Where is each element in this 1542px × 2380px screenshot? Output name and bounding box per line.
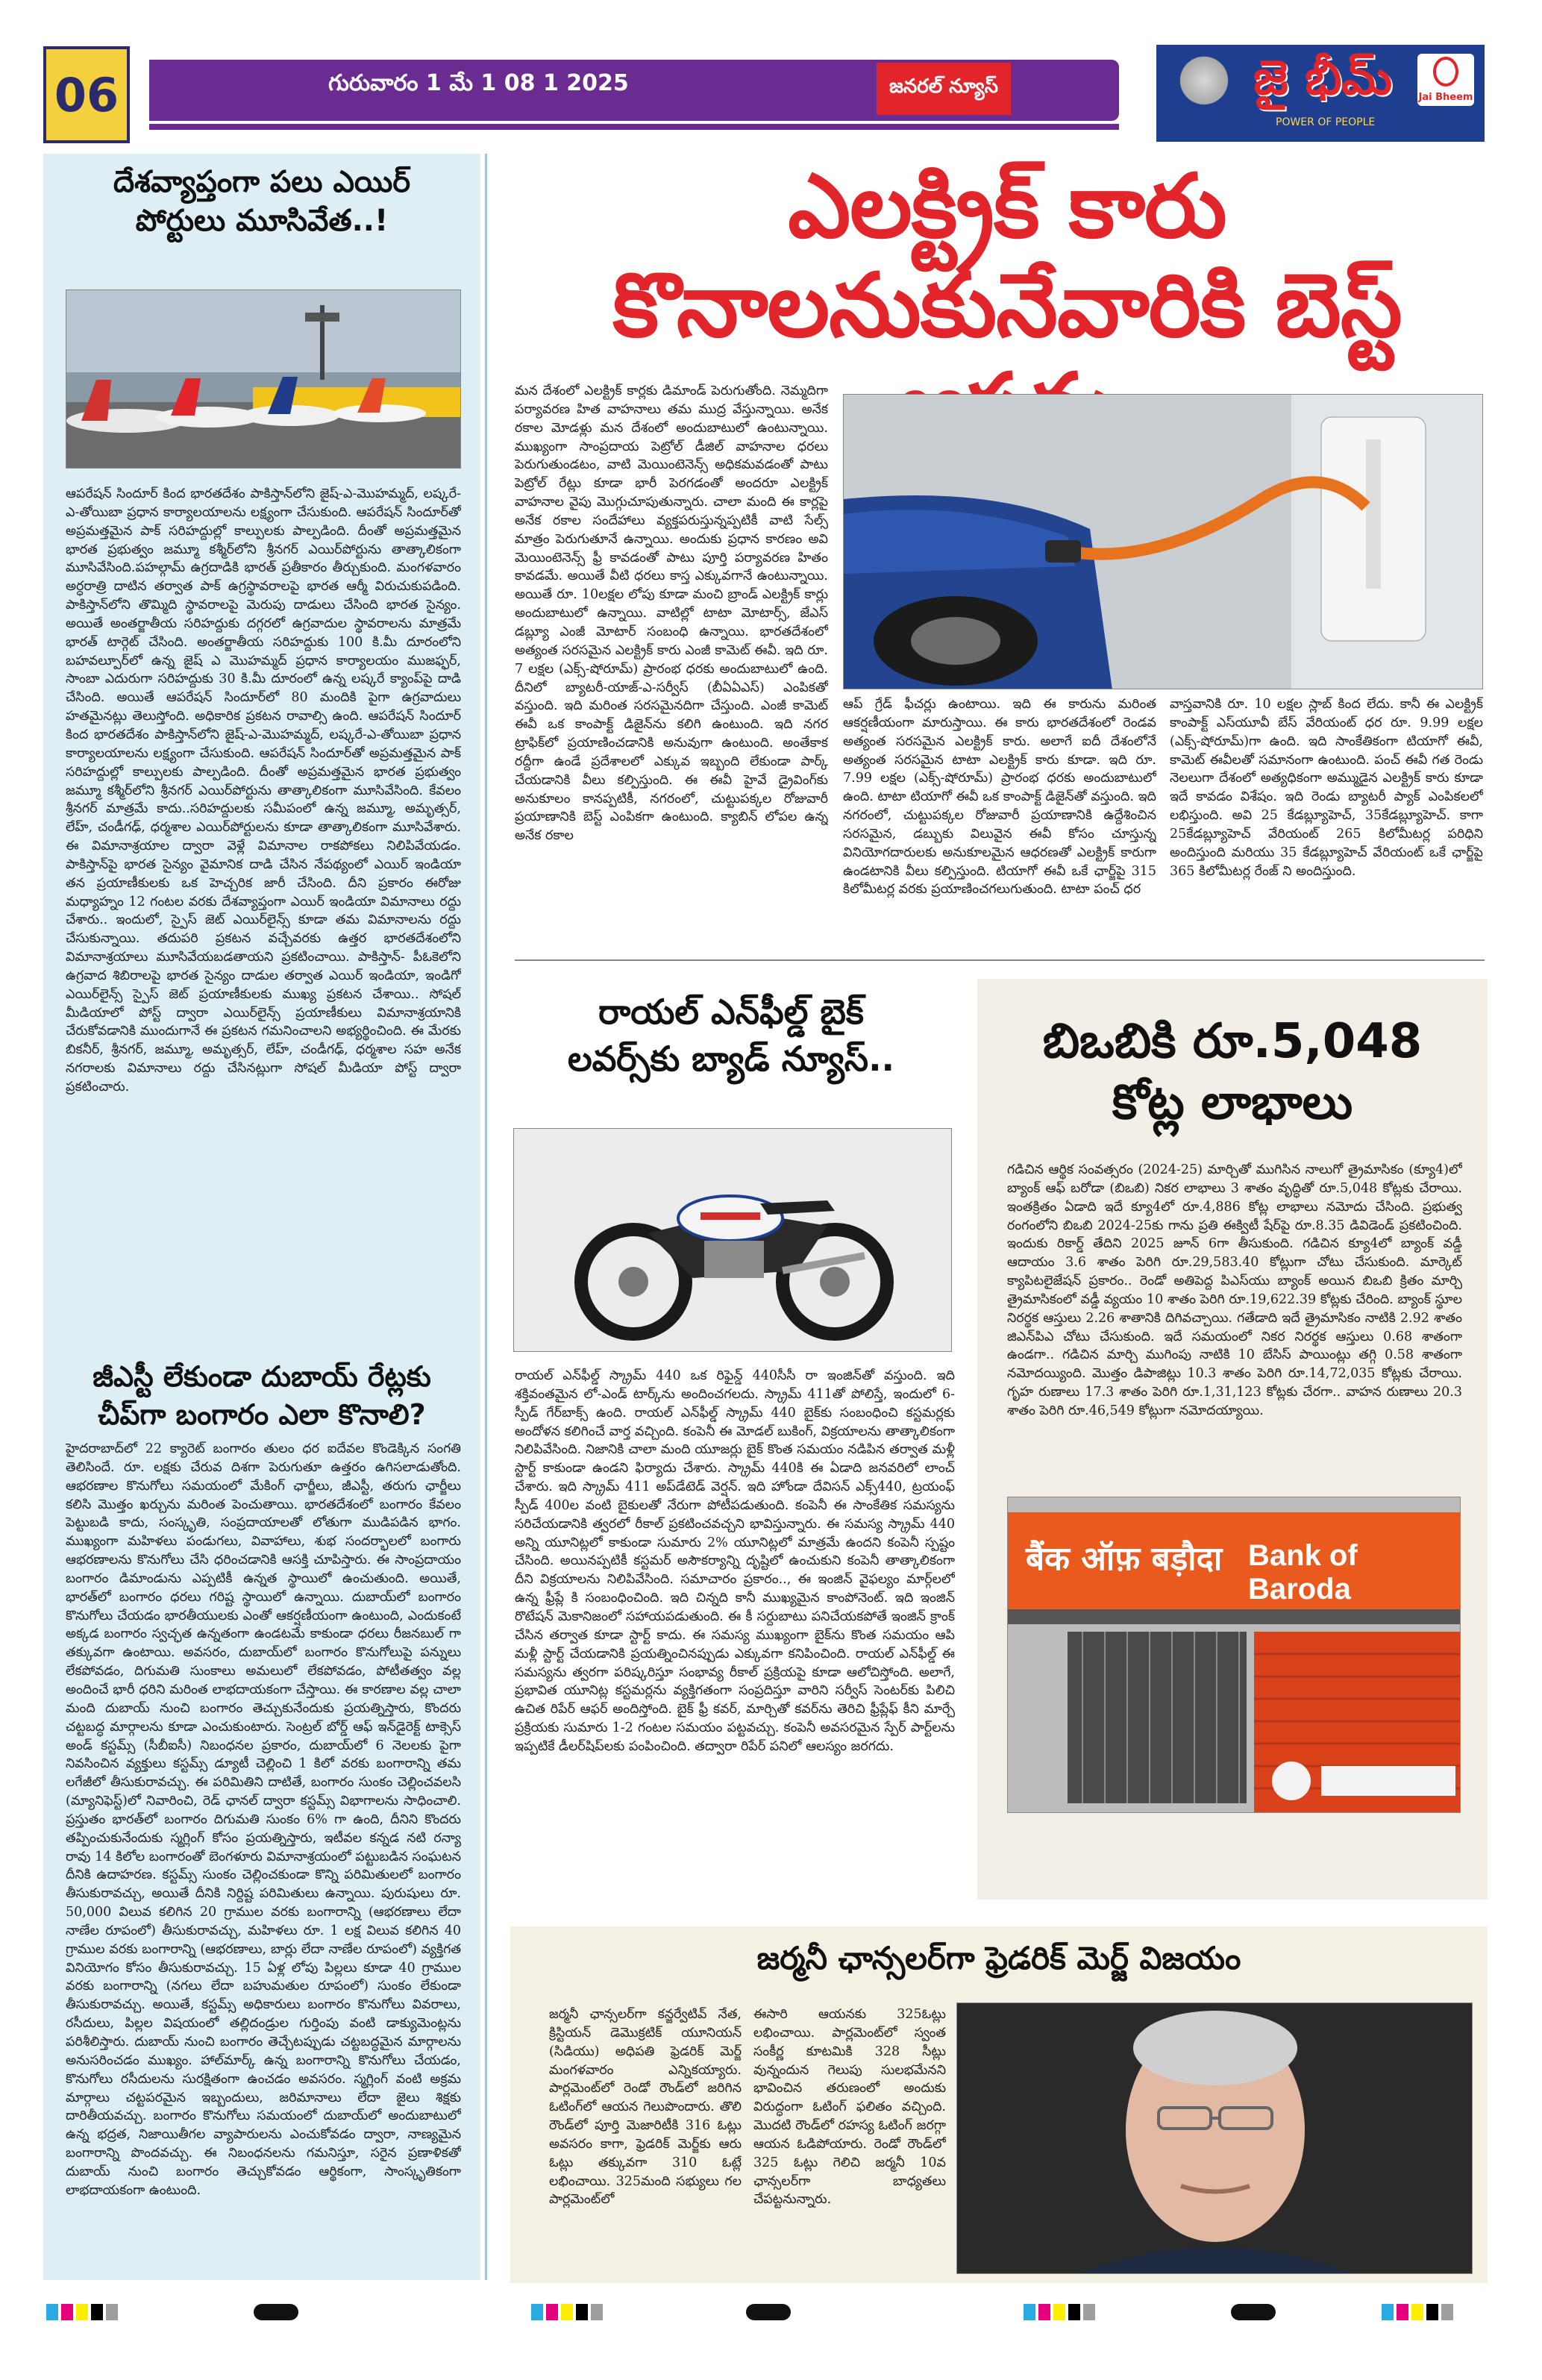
ev-body-col2: ఆప్ గ్రేడ్ ఫీచర్లు ఉంటాయి. ఇది ఈ కారును మరింత ఆకర్షణీయంగా మారుస్తాయి. ఈ కారు భారతదేశంలో రెండవ అత్యంత సరసమైన ఎలక్ట్రిక్ కారు. అలాగే ఐదీ దేశంలోనే అత్యంత సరసమైన టాటా ఎలక్ట్రిక్ కారు కూడా. ఇది రూ. 7.99 లక్షల (ఎక్స్-షోరూమ్) ప్రారంభ ధరకు అందుబాటులో ఉంది. టాటా టియాగో ఈవీ ఒక కాంపాక్ట్ డిజైన్‌తో వస్తుంది. ఇది నగరంలో, చుట్టుపక్కల రోజువారీ ప్రయాణానికి ఉద్దేశించిన సరసమైన, డబ్బుకు విలువైన ఈవీ కోసం చూస్తున్న వినియోగదారులకు అనుకూలమైన ఆధరణతో ఎలక్ట్రిక్ కారుగా ఉండటానికి వీలు కల్పిస్తుంది. టియాగో ఈవీ ఒకే ఛార్జ్‌పై 315 కిలోమీటర్ల వరకు ప్రయాణించగలుగుతుంది. టాటా పంచ్ ధర xyxy=(843,697,1156,898)
date-bar-underline xyxy=(149,124,1119,130)
gold-body: హైదరాబాద్‌లో 22 క్యారెట్ బంగారం తులం ధర ఐదేవల కొండెక్కిన సంగతి తెలిసిందే. రూ. లక్షకు చేరువ దిశగా పెరుగుతూ ఉత్తరం ఉగిసలాడుతోంది. ఆభరణాల కొనుగోలు సమయంలో మేకింగ్ ఛార్జీలు, జీఎస్టీ, తరుగు ఛార్జీలు కలిసి మొత్తం ఖర్చును మరింత పెంచుతాయి. భారతదేశంలో బంగారం కేవలం పెట్టుబడి కాదు, సంస్కృతి, సంప్రదాయాలతో లోతుగా ముడిపడిన భాగం. ముఖ్యంగా మహిళలు పండుగలు, వివాహాలు, శుభ సందర్భాలలో బంగారు ఆభరణాలను కొనుగోలు చేసి ధరించడానికి ఆసక్తి చూపిస్తారు. ఈ సాంప్రదాయం బంగారం డిమాండును ఎప్పటికీ ఉన్నత స్థాయిలో ఉంచుతుంది. అయితే, భారత్‌లో బంగారం ధరలు గరిష్ట స్థాయిలో ఉన్నాయి. దుబాయ్‌లో బంగారం కొనుగోలు చేయడం భారతీయులకు ఎంతో ఆకర్షణీయంగా ఉంటుంది, ఎందుకంటే అక్కడ బంగారం స్వచ్ఛత ఉన్నతంగా ఉండటమే కాకుండా ధరలు రీజనబుల్ గా తక్కువగా ఉంటాయి. అవసరం, దుబాయ్‌లో బంగారం కొనుగోలుపై పన్నులు లేకపోవడం, దిగుమతి సుంకాలు అమలులో లేకపోవడం, పోటీతత్వం వల్ల అందించే భారీ ధరిని మరింత లాభదాయకంగా చేస్తాయి. ఈ కారణాల వల్ల చాలా మంది దుబాయ్ నుంచి బంగారం తెచ్చుకునేందుకు ప్రయత్నిస్తారు, కొందరు చట్టబద్ధ మార్గాలను కూడా ఎంచుకుంటారు. సెంట్రల్ బోర్డ్ ఆఫ్ ఇన్‌డైరెక్ట్ టాక్సెస్ అండ్ కస్టమ్స్ (సీబీఐసీ) నిబంధనల ప్రకారం, దుబాయ్‌లో 6 నెలలకు పైగా నివసించిన వ్యక్తులు కస్టమ్స్ డ్యూటీ చెల్లించి 1 కిలో వరకు బంగారాన్ని తమ లగేజీలో తీసుకురావచ్చు. ఈ పరిమితిని దాటితే, బంగారం సుంకం చెల్లించవలసి (మ్యానిఫెస్ట్)లో నివారించి, రెడ్ ఛానల్ ద్వారా కస్టమ్స్ విభాగాలను సాధించాలి. ప్రస్తుతం భారత్‌లో బంగారం దిగుమతి సుంకం 6% గా ఉంది, దీనిని కొందరు తప్పించుకునేందుకు స్మగ్లింగ్ కోసం ప్రయత్నిస్తారు, ఇటీవల కన్నడ నటి రన్యా రావు 14 కిలోల బంగారంతో బెంగళూరు విమానాశ్రయంలో పట్టుబడిన సంఘటన దీనికి ఉదాహరణ. కస్టమ్స్ సుంకం చెల్లించకుండా కొన్ని పరిమితులలో బంగారం తీసుకురావచ్చు, అయితే దీనికి నిర్దిష్ట పరిమితులు ఉన్నాయి. పురుషులు రూ. 50,000 విలువ కలిగిన 20 గ్రాముల వరకు బంగారాన్ని (ఆభరణాలు లేదా నాణేల రూపంలో) తీసుకురావచ్చు, మహిళలు రూ. 1 లక్ష విలువ కలిగిన 40 గ్రాముల వరకు బంగారాన్ని (ఆభరణాలు, బార్లు లేదా నాణేల రూపంలో) వ్యక్తిగత వినియోగం కోసం తీసుకురావచ్చు. 15 ఏళ్ల లోపు పిల్లలు కూడా 40 గ్రాముల వరకు బంగారాన్ని (నగలు లేదా బహుమతుల రూపంలో) సుంకం లేకుండా తీసుకురావచ్చు. అయితే, కస్టమ్స్ అధికారులు బంగారం కొనుగోలు వివరాలు, రసీదులు, పిల్లల విషయంలో తల్లిదండ్రుల గుర్తింపు వంటి డాక్యుమెంట్లను పరిశీలిస్తారు. దుబాయ్ నుంచి బంగారం తెచ్చేటప్పుడు చట్టబద్ధమైన మార్గాలను అనుసరించడం ముఖ్యం. హాల్‌మార్క్ ఉన్న బంగారాన్ని కొనుగోలు చేయడం, కొనుగోలు రసీదులను సురక్షితంగా ఉంచడం అవసరం. స్మగ్లింగ్ వంటి అక్రమ మార్గాలు చట్టపరమైన ఇబ్బందులు, జరిమానాలు లేదా జైలు శిక్షకు దారితీయవచ్చు. బంగారం కొనుగోలు సమయంలో దుబాయ్‌లో అందుబాటులో ఉన్న భద్రత, నిజాయితీగల వ్యాపారులను ఎంచుకోవడం ద్వారా, నాణ్యమైన బంగారాన్ని పొందవచ్చు. ఈ నిబంధనలను గమనిస్తూ, సరైన ప్రణాళికతో దుబాయ్ నుంచి బంగారం తెచ్చుకోవడం ఆర్థికంగా, సాంస్కృతికంగా లాభదాయకంగా ఉంటుంది. xyxy=(66,1441,461,2198)
registration-chip-magenta xyxy=(61,2304,73,2320)
registration-chip-black xyxy=(1068,2304,1080,2320)
registration-chip-magenta xyxy=(1038,2304,1050,2320)
bob-branch-photo xyxy=(1007,1497,1461,1813)
registration-chip-magenta xyxy=(1397,2304,1408,2320)
registration-chip-gray xyxy=(106,2304,118,2320)
registration-chip-black xyxy=(1426,2304,1438,2320)
royal-enfield-body: రాయల్ ఎన్‌ఫీల్డ్ స్క్రామ్ 440 ఒక రిఫైన్డ్ 440సీసీ రా ఇంజిన్‌తో వస్తుంది. ఇది శక్తివంతమైన లో-ఎండ్ టార్క్‌ను అందించగలదు. స్క్రామ్ 411తో పోలిస్తే, ఇందులో 6-స్పీడ్ గేర్‌బాక్స్ ఉంది. రాయల్ ఎన్‌ఫీల్డ్ స్క్రామ్ 440 బైక్‌కు సంబంధించి కస్టమర్లకు అందోళన కలిగించే వార్త వచ్చింది. కంపెనీ ఈ మోడల్ బుకింగ్, విక్రయాలను తాత్కాలికంగా నిలిపివేసింది. నిజానికి చాలా మంది యూజర్లు బైక్ కొంత సమయం నడిపిన తర్వాత మళ్లీ స్టార్ట్ కాకుండా ఉండని ఫిర్యాదు చేశారు. స్క్రామ్ 440కి ఈ ఏడాది జనవరిలో లాంచ్ చేశారు. ఇది స్క్రామ్ 411 అప్‌డేటెడ్ వెర్షన్. ఇది హోండా దేవిసన్ ఎక్స్440, ట్రయంఫ్ స్పీడ్ 400ల వంటి బైకులతో నేరుగా పోటీపడుతుంది. కంపెనీ ఈ సాంకేతిక సమస్యను సరిచేయడానికి త్వరలో రీకాల్ ప్రకటించవచ్చని భావిస్తున్నారు. ఈ సమస్య స్క్రామ్ 440 అన్ని యూనిట్లలో కాకుండా సుమారు 2% యూనిట్లలో మాత్రమే ఉందని కంపెనీ స్పష్టం చేసింది. అయినప్పటికీ కస్టమర్ అసౌకర్యాన్ని దృష్టిలో ఉంచుకుని కంపెనీ తాత్కాలికంగా దీని విక్రయాలను నిలిపివేసింది. సమాచారం ప్రకారం.., ఈ ఇంజిన్ వైఫల్యం మార్గ్‌లలో ఉన్న ఫ్రీప్లే కి సంబంధించింది. ఇది చిన్నది కానీ ముఖ్యమైన కాంపోనెంట్. ఇది ఇంజిన్ రొటేషన్ మెకానిజంలో సహాయపడుతుంది. ఈ కీ సర్దుబాటు పనిచేయకపోతే ఇంజిన్ క్రాంక్ చేసిన తర్వాత కూడా స్టార్ట్ కాదు. ఈ సమస్య ముఖ్యంగా బైక్‌ను కొంత సమయం ఆపి మళ్లీ స్టార్ట్ చేయడానికి ప్రయత్నించినప్పుడు ఎక్కువగా కనిపించింది. రాయల్ ఎన్‌ఫీల్డ్ ఈ సమస్యను త్వరగా పరిష్కరిస్తూ సంభావ్య రీకాల్ ప్రక్రియపై కూడా ఆలోచిస్తోంది. అలాగే, ప్రభావిత యూనిట్ల కస్టమర్లను వ్యక్తిగతంగా సంప్రదిస్తూ వారిని సర్వీస్ సెంటర్‌కు పిలిచి ఉచిత రిపేర్ ఆఫర్ అందిస్తోంది. బైక్ ఫ్రీ కవర్, మార్చితో కవర్‌ను తెరిచి ఫ్రీప్లేఫ్ కీని మార్చే ప్రక్రియకు సుమారు 1-2 గంటల సమయం పట్టవచ్చు. కంపెనీ అవసరమైన స్పేర్ పార్ట్‌లను ఇప్పటికే డీలర్‌షిప్‌లకు పంపించింది. తద్వారా రిపేర్ పనిలో ఆలస్యం జరగదు. xyxy=(515,1368,955,1754)
registration-mark xyxy=(254,2304,298,2320)
registration-chip-cyan xyxy=(1024,2304,1035,2320)
ev-charging-photo-svg xyxy=(844,395,1483,689)
registration-chip-yellow xyxy=(1411,2304,1423,2320)
registration-chip-black xyxy=(91,2304,103,2320)
merz-body-col1: జర్మనీ ఛాన్సలర్‌గా కన్జర్వేటివ్ నేత, క్రిస్టియన్ డెమొక్రటిక్ యూనియన్ (సిడియు) అధిపతి ఫ్రెడరిక్ మెర్జ్ మంగళవారం ఎన్నికయ్యారు. పార్లమెంట్‌లో రెండో రౌండ్‌లో జరిగిన ఓటింగ్‌లో ఆయన గెలుపొందారు. తొలి రౌండ్‌లో పూర్తి మెజారిటీకి 316 ఓట్లు అవసరం కాగా, ఫ్రెడరిక్ మెర్జ్‌కు ఆరు ఓట్లు తక్కువగా 310 ఓట్లే లభించాయి. 325మంది సభ్యులు గల పార్లమెంట్‌లో xyxy=(549,2007,742,2208)
bob-sign-hindi: बैंक ऑफ़ बड़ौदा xyxy=(1026,1540,1223,1578)
registration-chip-cyan xyxy=(1382,2304,1394,2320)
masthead-title: జై భీమ్ xyxy=(1253,51,1393,106)
registration-chip-yellow xyxy=(1053,2304,1065,2320)
registration-chip-yellow xyxy=(561,2304,573,2320)
airport-photo xyxy=(66,289,461,469)
merz-portrait-photo-svg xyxy=(957,2003,1473,2274)
ev-headline: ఎలక్ట్రిక్ కారు కొనాలనుకునేవారికి బెస్ట్ xyxy=(612,154,1402,357)
merz-portrait-photo xyxy=(956,2002,1473,2274)
ev-charging-photo xyxy=(843,394,1483,689)
registration-chip-gray xyxy=(1083,2304,1095,2320)
bob-headline: బిఒబికి రూ.5,048 కోట్ల లాభాలు xyxy=(1042,1014,1423,1130)
merz-body-col2: ఈసారి ఆయనకు 325ఓట్లు లభించాయి. పార్లమెంట్‌లో స్వంత సంకీర్ణ కూటమికి 328 సీట్లు వున్నందున గెలుపు సులభమేనని భావించిన తరుణంలో అందుకు విరుద్ధంగా ఓటింగ్ ఫలితం వచ్చింది. మొదటి రౌండ్‌లో రహస్య ఓటింగ్ జరగ్గా ఆయన ఓడిపోయారు. రెండో రౌండ్‌లో 325 ఓట్లు గెలిచి జర్మనీ 10వ ఛాన్సలర్‌గా బాధ్యతలు చేపట్టనున్నారు. xyxy=(753,2007,946,2208)
bob-sign-english: Bank of Baroda xyxy=(1248,1539,1358,1606)
airport-photo-svg xyxy=(66,290,461,469)
masthead-portrait-image xyxy=(1165,51,1243,136)
page-number: 06 xyxy=(43,46,130,143)
registration-chip-cyan xyxy=(46,2304,58,2320)
print-registration-strip xyxy=(0,2304,1542,2334)
registration-chip-cyan xyxy=(531,2304,543,2320)
ev-body-col3: వాస్తవానికి రూ. 10 లక్షల స్లాబ్ కింద లేదు. కానీ ఈ ఎలక్ట్రిక్ కాంపాక్ట్ ఎస్‌యూవీ బేస్ వేరియంట్ ధర రూ. 9.99 లక్షల (ఎక్స్-షోరూమ్)గా ఉంది. ఇది సాంకేతికంగా టియాగో ఈవీ, కామెట్ ఈవీలతో సమానంగా ఉంటుంది. పంచ్ ఈవీ గత రెండు నెలలుగా దేశంలో అత్యధికంగా అమ్ముడైన ఎలక్ట్రిక్ కారు కూడా ఇదే కావడం విశేషం. ఇది రెండు బ్యాటరీ ప్యాక్ ఎంపికలలో లభిస్తుంది. అవి 25 కేడబ్ల్యూహెచ్, 35కేడబ్ల్యూహెచ్. కాగా 25కేడబ్ల్యూహెచ్ వేరియంట్ 265 కిలోమీటర్ల పరిధిని అందిస్తుంది మరియు 35 కేడబ్ల్యూహెచ్ వేరియంట్ ఒకే ఛార్జ్‌పై 365 కిలోమీటర్ల రేంజ్ ని అందిస్తుంది. xyxy=(1170,697,1483,879)
masthead-subtitle: POWER OF PEOPLE xyxy=(1276,116,1376,128)
registration-chip-gray xyxy=(1441,2304,1453,2320)
airport-body: ఆపరేషన్ సిందూర్ కింద భారతదేశం పాకిస్తాన్‌లోని జైష్-ఎ-మొహమ్మద్, లష్కరే-ఎ-తోయిబా ప్రధాన కార్యాలయాలను లక్ష్యంగా చేసుకుంది. ఆపరేషన్ సిందూర్‌తో అప్రమత్తమైన పాక్ సరిహద్దుల్లో కాల్పులకు పాల్పడింది. దీంతో అప్రమత్తమైన భారత ప్రభుత్వం జమ్మూ కశ్మీర్‌లోని శ్రీనగర్ ఎయిర్‌పోర్టును తాత్కాలికంగా మూసివేసింది.పహల్గామ్ ఉగ్రదాడికి భారత్ ప్రతీకారం తీర్చుకుంది. మంగళవారం అర్ధరాత్రి దాటిన తర్వాత పాక్ ఉగ్రస్థావరాలపై భారత ఆర్మీ విరుచుకుపడింది. పాకిస్తాన్‌లోని తొమ్మిది స్థావరాలపై మెరుపు దాడులు చేసింది భారత సైన్యం. అయితే అంతర్జాతీయ సరిహద్దుకు దగ్గరలో ఉగ్రవాదుల స్థావరాలను మాత్రమే భారత్ టార్గెట్ చేసింది. అంతర్జాతీయ సరిహద్దుకు 100 కి.మీ దూరంలోని బహవల్పూర్‌లో ఉన్న జైష్ ఎ మొహమ్మద్ ప్రధాన కార్యాలయం ముజఫ్ఫర్, సాంబా ఎదురుగా సరిహద్దుకు 30 కి.మీ దూరంలో ఉన్న లష్కరే క్యాంప్‌పై దాడి చేసింది. అయితే ఆపరేషన్ సిందూర్‌లో 80 మందికి పైగా ఉగ్రవాదులు హతమైనట్లు తెలుస్తోంది. అధికారిక ప్రకటన రావాల్సి ఉంది. ఆపరేషన్ సిందూర్ కింద భారతదేశం పాకిస్తాన్‌లోని జైష్-ఎ-మొహమ్మద్, లష్కరే-ఎ-తోయిబా ప్రధాన కార్యాలయాలను లక్ష్యంగా చేసుకుంది. ఆపరేషన్ సిందూర్‌తో అప్రమత్తమైన పాక్ సరిహద్దుల్లో కాల్పులకు పాల్పడింది. దీంతో అప్రమత్తమైన భారత ప్రభుత్వం జమ్మూ కశ్మీర్‌లోని శ్రీనగర్ ఎయిర్‌పోర్టును తాత్కాలికంగా మూసివేసింది. కేవలం శ్రీనగర్ మాత్రమే కాదు..సరిహద్దులకు సమీపంలో ఉన్న జమ్మూ, అమృత్సర్, లేహ్, చండీగఢ్, ధర్మశాల ఎయిర్‌పోర్టులను కూడా తాత్కాలికంగా మూసివేశారు. ఈ విమానాశ్రయాల ద్వారా వెళ్లే విమానాల రాకపోకలు నిలిపివేయడం. పాకిస్తాన్‌పై భారత సైన్యం వైమానిక దాడి చేసిన నేపథ్యంలో ఎయిర్ ఇండియా తన ప్రయాణీకులకు ఒక హెచ్చరిక జారీ చేసింది. దీని ప్రకారం ఈరోజు మధ్యాహ్నం 12 గంటల వరకు దేశవ్యాప్తంగా ఎయిర్ ఇండియా విమానాలు రద్దు చేశారు.. ఇందులో, స్పైస్ జెట్ ఎయిర్‌లైన్స్ కూడా తమ విమానాలను రద్దు చేసుకున్నాయి. తదుపరి ప్రకటన వచ్చేవరకు ఉత్తర భారతదేశంలోని విమానాశ్రయాలు మూసివేయబడతాయని ప్రకటించాయి. పాకిస్తాన్- పీఓకెలోని ఉగ్రవాద శిబిరాలపై భారత సైన్యం దాడుల తర్వాత ఎయిర్ ఇండియా, ఇండిగో ఎయిర్‌లైన్స్ స్పైస్ జెట్ ప్రయాణీకులకు ముఖ్య ప్రకటన చేశాయి.. సోషల్ మీడియాలో పోస్ట్ ద్వారా ఎయిర్‌లైన్స్ ప్రయాణీకులు విమానాశ్రయానికి చేరుకోవడానికి ముందుగానే ఈ ప్రకటన గమనించాలని అభ్యర్థించింది. ఈ మేరకు బికనీర్, శ్రీనగర్, జమ్మూ, అమృత్సర్, లేహ్, చండీగఢ్, ధర్మశాల సహ అనేక నగరాలకు విమానాలు రద్దు చేసినట్లుగా సోషల్ మీడియా పోస్ట్ ద్వారా ప్రకటించారు. xyxy=(66,486,461,1095)
masthead-logo-icon xyxy=(1433,57,1458,87)
gold-headline: జీఎస్టీ లేకుండా దుబాయ్ రేట్లకు చీప్‌గా బంగారం ఎలా కొనాలి? xyxy=(93,1360,431,1432)
royal-enfield-headline: రాయల్ ఎన్‌ఫీల్డ్ బైక్ లవర్స్‌కు బ్యాడ్ న్యూస్.. xyxy=(567,992,895,1080)
registration-mark xyxy=(1231,2304,1276,2320)
ev-body-col1: మన దేశంలో ఎలక్ట్రిక్ కార్లకు డిమాండ్ పెరుగుతోంది. నెమ్మదిగా పర్యావరణ హిత వాహనాలు తమ ముద్ర వేస్తున్నాయి. అనేక రకాల మోడళ్లు మన దేశంలో అందుబాటులో ఉంటున్నాయి. ముఖ్యంగా సాంప్రదాయ పెట్రోల్ డీజిల్ వాహనాల ధరలు పెరుగుతుండటం, వాటి మెయింటెనెన్స్ అధికమవడంతో పాటు పెట్రోల్ రేట్లు కూడా భారీ పెరగడంతో అందరూ ఎలక్ట్రిక్ వాహనాల వైపు మొగ్గుచూపుతున్నారు. చాలా మంది ఈ కార్లపై అనేక రకాల సందేహాలు వ్యక్తపరుస్తున్నప్పటికీ వాటి సేల్స్ మాత్రం పెరుగుతూనే ఉన్నాయి. అందుకు ప్రధాన కారణం అవి మెయింటెనెన్స్ ఫ్రీ కావడంతో పాటు పూర్తి పర్యావరణ హితం కావడమే. అయితే వీటి ధరలు కాస్త ఎక్కువగానే ఉంటున్నాయి. అయితే రూ. 10లక్షల లోపు కూడా మంచి బ్రాండ్ ఎలక్ట్రిక్ కార్లు అందుబాటులో ఉన్నాయి. వాటిల్లో టాటా మోటార్స్, జేఎస్ డబ్ల్యూ ఎంజీ మోటార్ సంబంధి ఉన్నాయి. భారతదేశంలో అత్యంత సరసమైన ఎలక్ట్రిక్ కారు ఎంజీ కామెట్ ఈవీ. ఇది రూ. 7 లక్షల (ఎక్స్-షోరూమ్) ప్రారంభ ధరకు అందుబాటులో ఉంది. దీనిలో బ్యాటరీ-యాజ్-ఎ-సర్వీస్ (బీఏఏఎస్) ఎంపికతో వస్తుంది. ఇది మరింత సరసమైనదిగా చేస్తుంది. ఎంజీ కామెట్ ఈవీ ఒక కాంపాక్ట్ డిజైన్‌ను కలిగి ఉంటుంది. ఇది నగర ట్రాఫిక్‌లో ప్రయాణించడానికి అనువుగా ఉంటుంది. అంతేకాక రద్దీగా ఉండే ప్రదేశాలలో ఎక్కువ ఇబ్బంది లేకుండా పార్క్ చేయడానికి వీలు కల్పిస్తుంది. ఈ ఈవీ హైవే డ్రైవింగ్‌కు అనుకూలం కానప్పటికీ, నగరంలో, చుట్టుపక్కల రోజువారీ ప్రయాణానికి బెస్ట్ ఎంపికగా ఉంటుంది. క్యాబిన్ లోపల ఉన్న అనేక రకాల xyxy=(515,383,828,844)
merz-headline: జర్మనీ ఛాన్సలర్‌గా ఫ్రెడరిక్ మెర్జ్ విజయం xyxy=(756,1940,1241,1976)
section-label: జనరల్ న్యూస్ xyxy=(877,63,1011,115)
masthead xyxy=(1156,45,1485,142)
registration-chip-black xyxy=(576,2304,588,2320)
registration-chip-magenta xyxy=(546,2304,558,2320)
airport-headline: దేశవ్యాప్తంగా పలు ఎయిర్ పోర్టులు మూసివేత..! xyxy=(113,165,411,238)
registration-chip-yellow xyxy=(76,2304,88,2320)
bike-photo xyxy=(513,1128,952,1352)
bob-body: గడిచిన ఆర్థిక సంవత్సరం (2024-25) మార్చితో ముగిసిన నాలుగో త్రైమాసికం (క్యూ4)లో బ్యాంక్ ఆఫ్ బరోడా (బిఒబి) నికర లాభాలు 3 శాతం వృద్ధితో రూ.5,048 కోట్లకు చేరాయి. ఇంతక్రితం ఏడాది ఇదే క్యూ4లో రూ.4,886 కోట్ల లాభాలు నమోదు చేసింది. ప్రభుత్వ రంగంలోని బిఒబి 2024-25కు గాను ప్రతి ఈక్విటీ షేర్‌పై రూ.8.35 డివిడెండ్ ప్రకటించింది. ఇందుకు రికార్డ్ తేదిని 2025 జూన్ 6గా తీసుకుంది. గడిచిన క్యూ4లో బ్యాంక్ వడ్డీ ఆదాయం 3.6 శాతం పెరిగి రూ.29,583.40 కోట్లుగా చోటు చేసుకుంది. మార్కెట్ క్యాపిటలైజేషన్ ప్రకారం.. రెండో అతిపెద్ద పిఎస్‌యు బ్యాంక్ అయిన బిఒబి క్రితం మార్చి త్రైమాసికంలో వడ్డీ వ్యయం 10 శాతం పెరిగి రూ.19,622.39 కోట్లకు చేరింది. బ్యాంక్ స్థూల నిరర్థక ఆస్తులు 2.26 శాతానికి దిగివచ్చాయి. గతేడాది ఇదే త్రైమాసికం నాటికి 2.92 శాతం జిఎన్‌పిఎ చోటు చేసుకుంది. ఇదే సమయంలో నికర నిరర్థక ఆస్తులు 0.68 శాతంగా ఉండగా.. గడిచిన మార్చి ముగింపు నాటికి 10 బేసిస్ పాయింట్లు తగ్గి 0.58 శాతంగా నమోదయ్యింది. మొత్తం డిపాజిట్లు 10.3 శాతం పెరిగి రూ.14,72,035 కోట్లకు చేరాయి. గృహ రుణాలు 17.3 శాతం పెరిగి రూ.1,31,123 కోట్లకు చేరగా.. వాహన రుణాలు 20.3 శాతం పెరిగి రూ.46,549 కోట్లుగా నమోదయ్యాయి. xyxy=(1007,1162,1462,1418)
section-divider xyxy=(515,959,1485,961)
masthead-logo-label: Jai Bheem xyxy=(1418,92,1473,103)
left-column-border xyxy=(485,154,487,2280)
issue-date: గురువారం 1 మే 1 08 1 2025 xyxy=(328,70,629,96)
registration-chip-gray xyxy=(591,2304,603,2320)
bike-photo-svg xyxy=(514,1129,952,1352)
registration-mark xyxy=(746,2304,791,2320)
